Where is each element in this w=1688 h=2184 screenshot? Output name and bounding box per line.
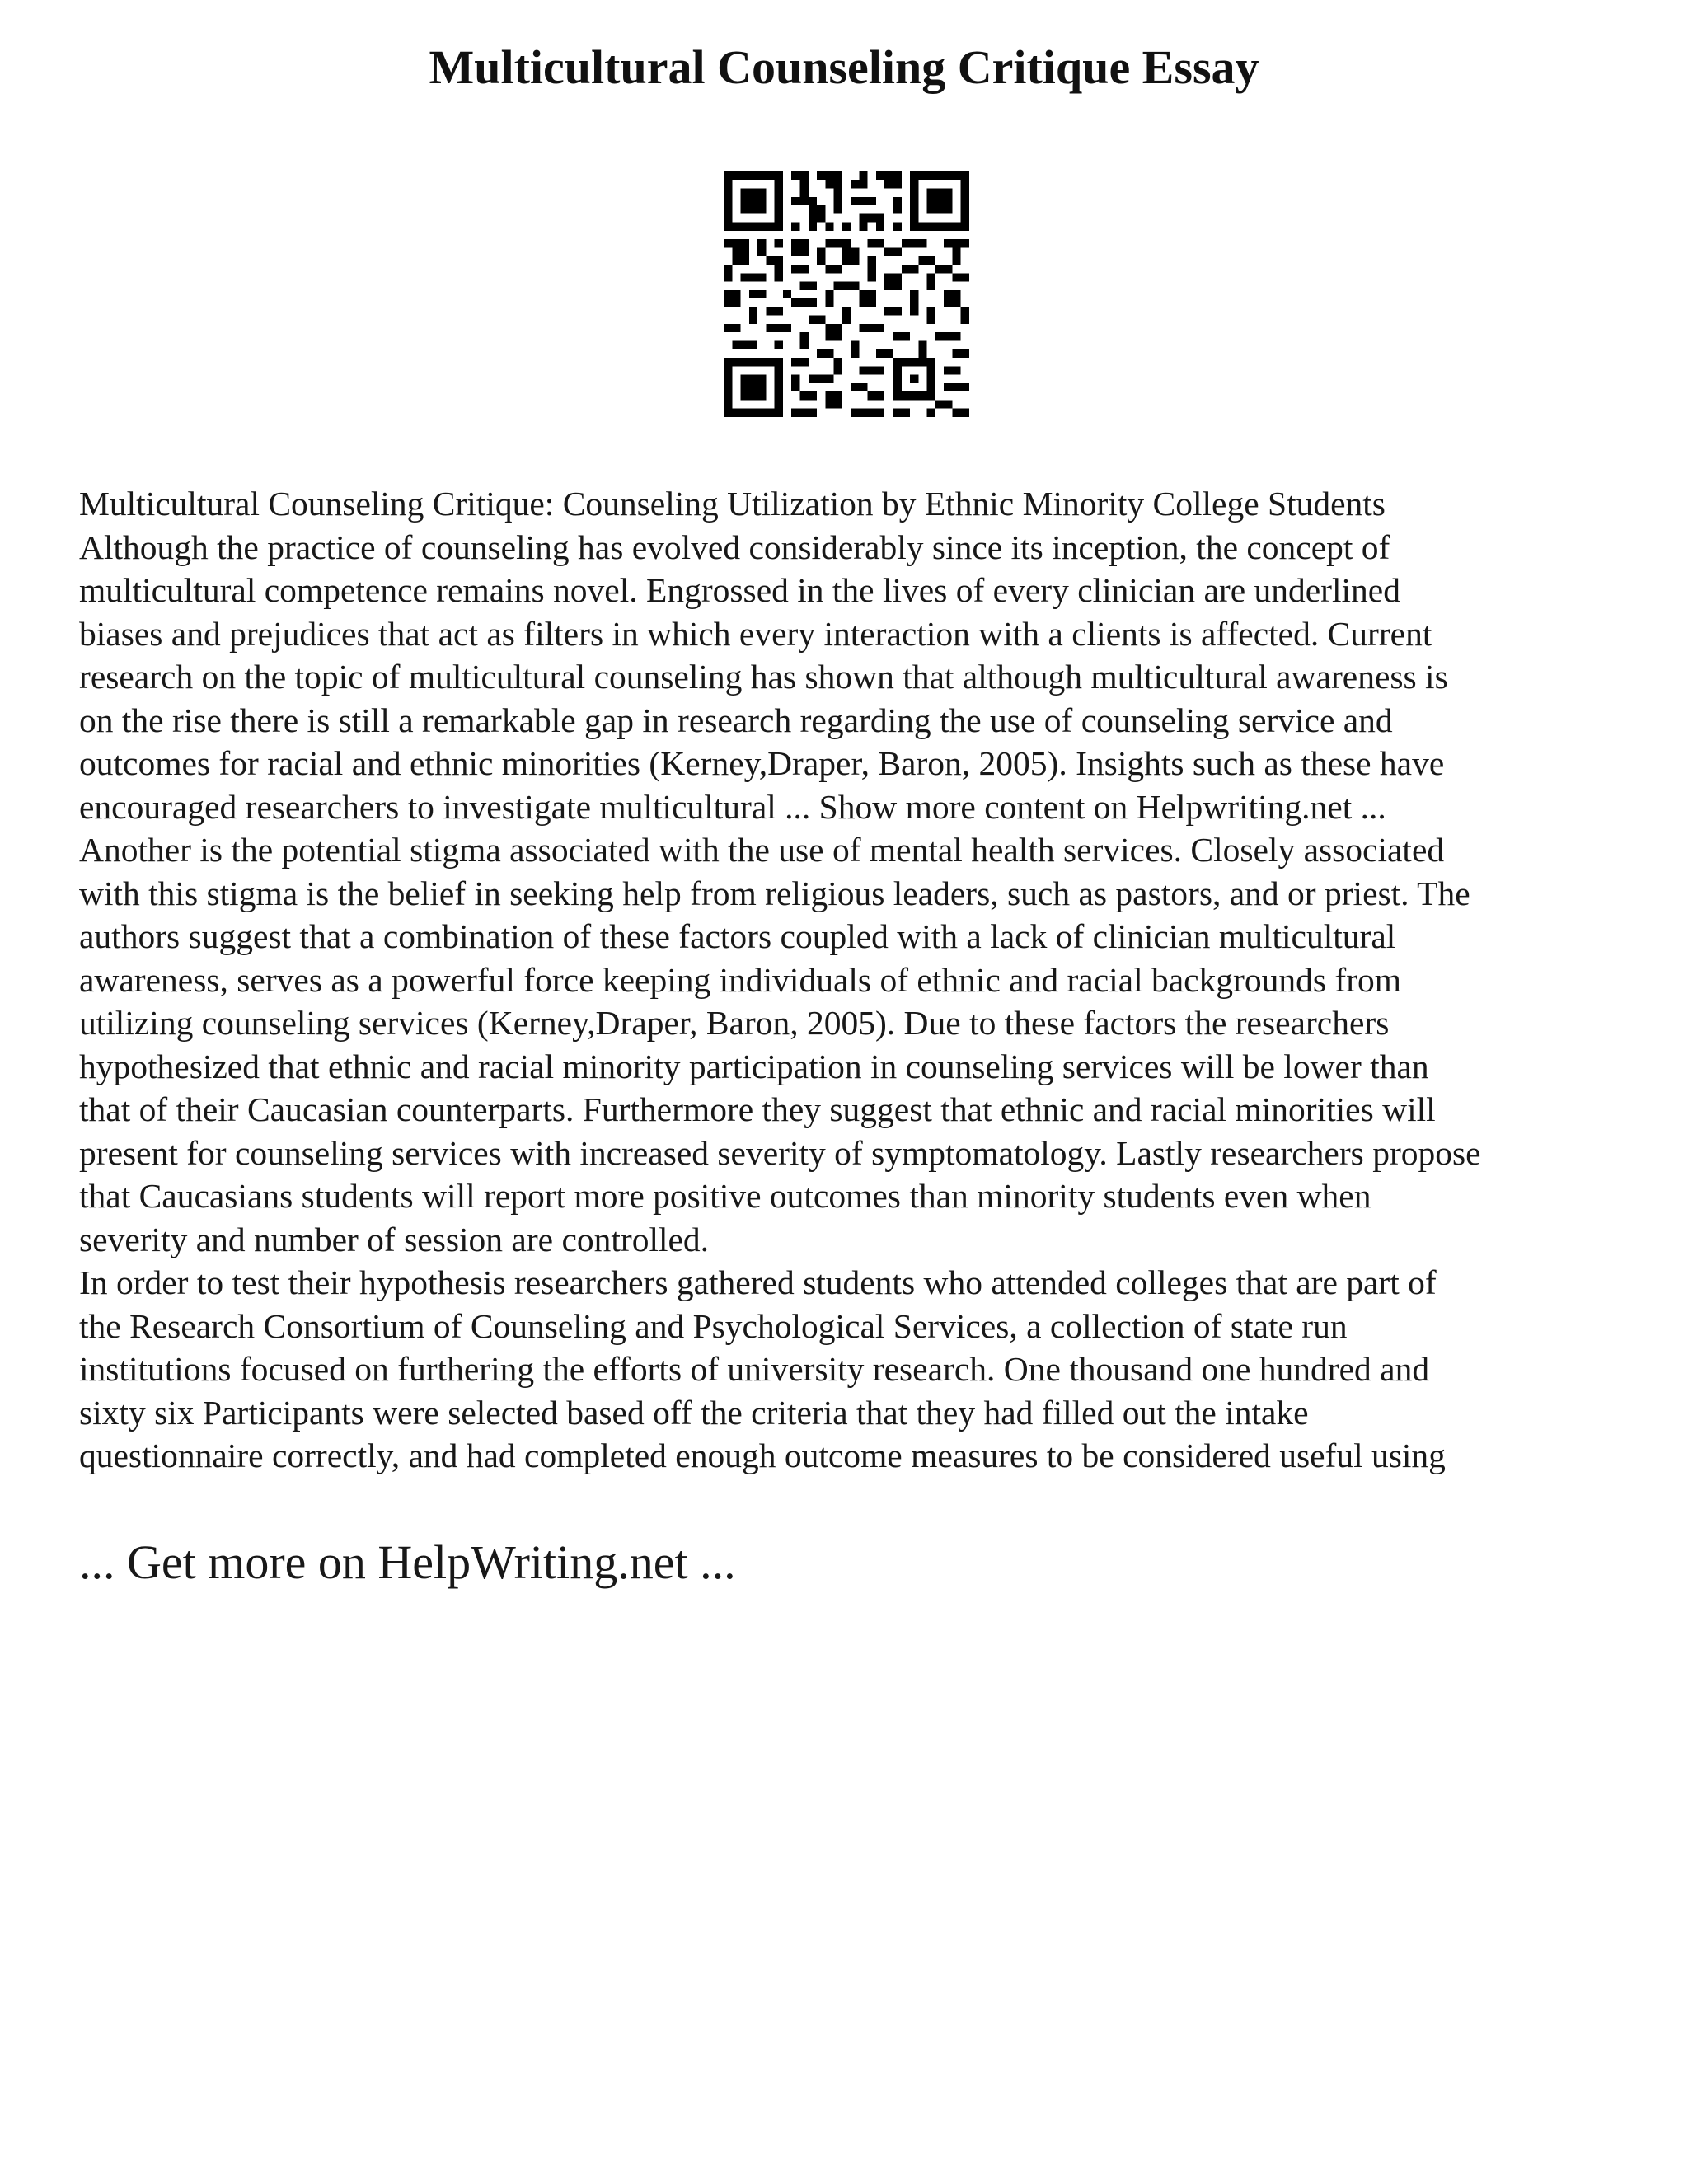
get-more-link[interactable]: ... Get more on HelpWriting.net ... [79, 1535, 736, 1589]
page-title: Multicultural Counseling Critique Essay [429, 40, 1259, 94]
qr-code-icon [724, 171, 969, 417]
qr-code [724, 171, 969, 417]
essay-paragraph-2: In order to test their hypothesis researchers gathered students who attended colleges that are part of the Research Consortium of Counseling and Psychological Services, a collection of state run institutions focused on furthering the efforts of university research. One thousand one hundred and sixty six Participants were selected based off the criteria that they had filled out the intake questionnaire correctly, and had completed enough outcome measures to be considered useful using [79, 1263, 1446, 1474]
essay-paragraph-1: Multicultural Counseling Critique: Counseling Utilization by Ethnic Minority College Students Although the practice of counseling has evolved considerably since its inception, the concept of multicultural competence remains novel. Engrossed in the lives of every clinician are underlined biases and prejudices that act as filters in which every interaction with a clients is affected. Current research on the topic of multicultural counseling has shown that although multicultural awareness is on the rise there is still a remarkable gap in research regarding the use of counseling service and outcomes for racial and ethnic minorities (Kerney,Draper, Baron, 2005). Insights such as these have encouraged researchers to investigate multicultural ... Show more content on Helpwriting.net ... Another is the potential stigma associated with the use of mental health services. Closely associated with this stigma is the belief in seeking help from religious leaders, such as pastors, and or priest. The authors suggest that a combination of these factors coupled with a lack of clinician multicultural awareness, serves as a powerful force keeping individuals of ethnic and racial backgrounds from utilizing counseling services (Kerney,Draper, Baron, 2005). Due to these factors the researchers hypothesized that ethnic and racial minority participation in counseling services will be lower than that of their Caucasian counterparts. Furthermore they suggest that ethnic and racial minorities will present for counseling services with increased severity of symptomatology. Lastly researchers propose that Caucasians students will report more positive outcomes than minority students even when severity and number of session are controlled. [79, 485, 1481, 1258]
essay-body [79, 482, 1629, 1478]
